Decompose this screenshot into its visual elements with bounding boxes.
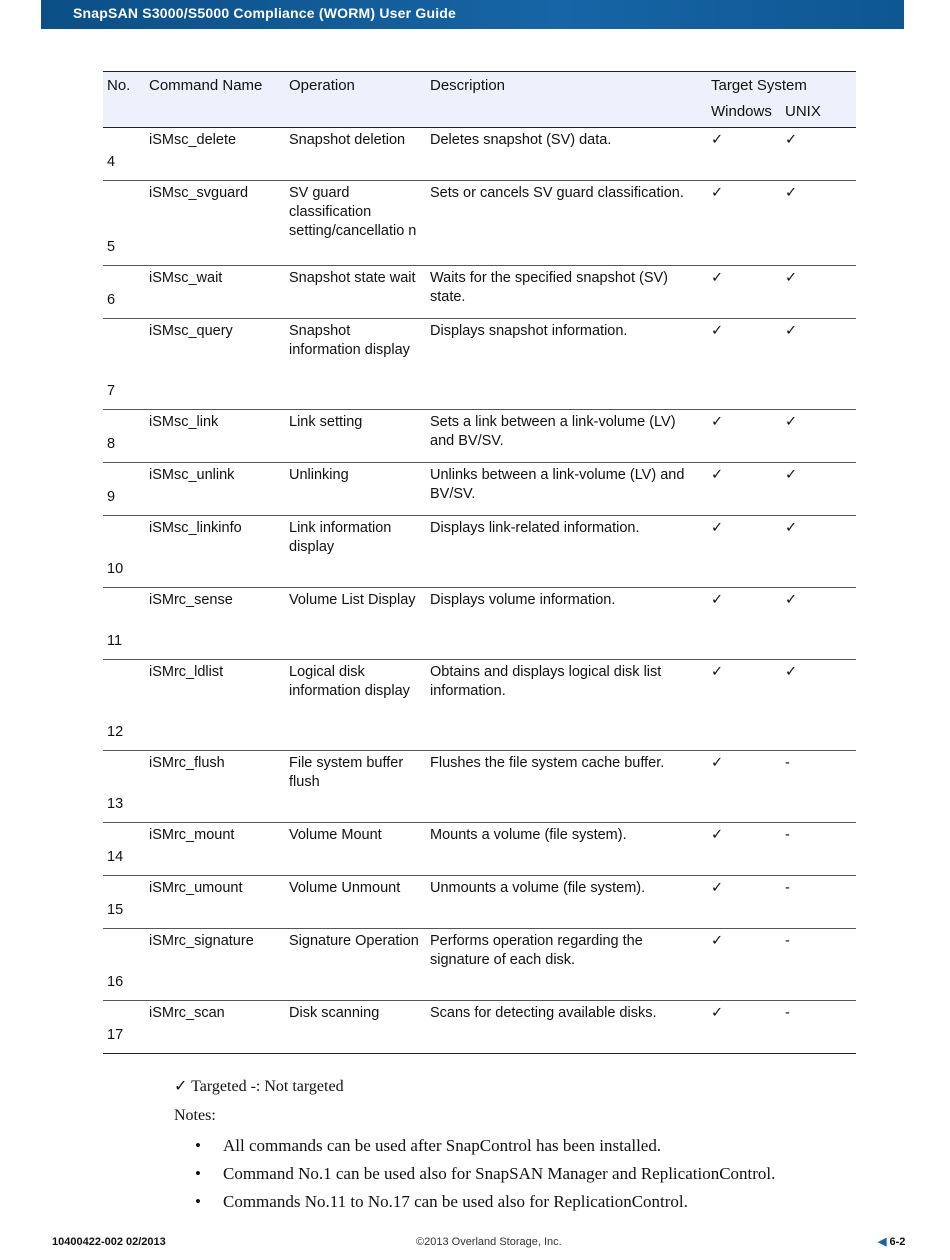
bullet-icon: •: [195, 1136, 201, 1155]
cell-windows: ✓: [707, 588, 781, 660]
cell-description: Sets or cancels SV guard classification.: [426, 181, 707, 266]
cell-no: 4: [103, 128, 145, 181]
cell-windows: ✓: [707, 1001, 781, 1054]
cell-unix: ✓: [781, 588, 856, 660]
header-bar: [41, 0, 904, 29]
table-row: [103, 410, 856, 463]
cell-unix: ✓: [781, 266, 856, 319]
cell-windows: ✓: [707, 660, 781, 751]
cell-no: 9: [103, 463, 145, 516]
cell-windows: ✓: [707, 266, 781, 319]
cell-windows: ✓: [707, 751, 781, 823]
cell-command: iSMrc_sense: [145, 588, 285, 660]
cell-unix: -: [781, 1001, 856, 1054]
cell-unix: ✓: [781, 463, 856, 516]
cell-windows: ✓: [707, 516, 781, 588]
cell-no: 5: [103, 181, 145, 266]
cell-unix: ✓: [781, 319, 856, 410]
cell-operation: Snapshot state wait: [285, 266, 426, 319]
note-text: Commands No.11 to No.17 can be used also for ReplicationControl.: [223, 1192, 688, 1211]
cell-unix: ✓: [781, 516, 856, 588]
cell-operation: SV guard classification setting/cancellatio n: [285, 181, 426, 266]
cell-description: Displays snapshot information.: [426, 319, 707, 410]
cell-operation: Volume List Display: [285, 588, 426, 660]
cell-unix: ✓: [781, 128, 856, 181]
cell-command: iSMrc_flush: [145, 751, 285, 823]
cell-operation: Snapshot information display: [285, 319, 426, 410]
table-row: [103, 588, 856, 660]
cell-windows: ✓: [707, 128, 781, 181]
cell-unix: ✓: [781, 181, 856, 266]
cell-operation: Logical disk information display: [285, 660, 426, 751]
cell-command: iSMsc_unlink: [145, 463, 285, 516]
table-row: [103, 660, 856, 751]
cell-no: 7: [103, 319, 145, 410]
cell-no: 10: [103, 516, 145, 588]
table-row: [103, 128, 856, 181]
table-header-row: [103, 72, 856, 104]
cell-command: iSMsc_linkinfo: [145, 516, 285, 588]
bullet-icon: •: [195, 1192, 201, 1211]
table-row: [103, 876, 856, 929]
cell-description: Waits for the specified snapshot (SV) state.: [426, 266, 707, 319]
table-row: [103, 266, 856, 319]
cell-unix: -: [781, 876, 856, 929]
cell-unix: ✓: [781, 660, 856, 751]
cell-description: Sets a link between a link-volume (LV) and BV/SV.: [426, 410, 707, 463]
header-description: Description: [426, 72, 707, 104]
footer-doc-number: 10400422-002 02/2013: [52, 1236, 166, 1248]
cell-no: 13: [103, 751, 145, 823]
cell-windows: ✓: [707, 319, 781, 410]
cell-no: 8: [103, 410, 145, 463]
cell-no: 12: [103, 660, 145, 751]
cell-command: iSMrc_scan: [145, 1001, 285, 1054]
cell-no: 6: [103, 266, 145, 319]
command-table: [103, 71, 856, 1054]
cell-windows: ✓: [707, 823, 781, 876]
legend: ✓ Targeted -: Not targeted: [174, 1078, 344, 1095]
table-row: [103, 516, 856, 588]
bullet-icon: •: [195, 1164, 201, 1183]
note-item: [195, 1164, 775, 1192]
header-windows: Windows: [707, 103, 781, 128]
cell-operation: Signature Operation: [285, 929, 426, 1001]
cell-description: Flushes the file system cache buffer.: [426, 751, 707, 823]
cell-description: Displays link-related information.: [426, 516, 707, 588]
table-subheader-row: [103, 103, 856, 128]
cell-no: 14: [103, 823, 145, 876]
cell-unix: -: [781, 929, 856, 1001]
cell-command: iSMsc_svguard: [145, 181, 285, 266]
cell-windows: ✓: [707, 929, 781, 1001]
cell-command: iSMrc_signature: [145, 929, 285, 1001]
cell-command: iSMrc_ldlist: [145, 660, 285, 751]
cell-description: Obtains and displays logical disk list information.: [426, 660, 707, 751]
cell-description: Displays volume information.: [426, 588, 707, 660]
page-arrow-icon: ◀: [878, 1236, 887, 1248]
page-number: 6-2: [889, 1236, 906, 1248]
cell-description: Scans for detecting available disks.: [426, 1001, 707, 1054]
cell-operation: Volume Unmount: [285, 876, 426, 929]
cell-command: iSMsc_query: [145, 319, 285, 410]
cell-operation: Snapshot deletion: [285, 128, 426, 181]
cell-description: Mounts a volume (file system).: [426, 823, 707, 876]
header-no: No.: [103, 72, 145, 104]
cell-no: 11: [103, 588, 145, 660]
cell-description: Unlinks between a link-volume (LV) and BV/SV.: [426, 463, 707, 516]
table-row: [103, 823, 856, 876]
footer-copyright: ©2013 Overland Storage, Inc.: [416, 1236, 562, 1248]
cell-windows: ✓: [707, 876, 781, 929]
cell-command: iSMsc_wait: [145, 266, 285, 319]
cell-operation: File system buffer flush: [285, 751, 426, 823]
cell-command: iSMsc_link: [145, 410, 285, 463]
header-unix: UNIX: [781, 103, 856, 128]
table-row: [103, 1001, 856, 1054]
table-row: [103, 181, 856, 266]
header-operation: Operation: [285, 72, 426, 104]
table-row: [103, 751, 856, 823]
cell-operation: Unlinking: [285, 463, 426, 516]
cell-command: iSMsc_delete: [145, 128, 285, 181]
table-row: [103, 463, 856, 516]
cell-unix: -: [781, 751, 856, 823]
header-target-system: Target System: [707, 72, 856, 104]
note-text: Command No.1 can be used also for SnapSAN Manager and ReplicationControl.: [223, 1164, 776, 1183]
cell-no: 16: [103, 929, 145, 1001]
cell-operation: Link setting: [285, 410, 426, 463]
cell-windows: ✓: [707, 410, 781, 463]
cell-no: 17: [103, 1001, 145, 1054]
cell-unix: ✓: [781, 410, 856, 463]
table-row: [103, 319, 856, 410]
cell-operation: Disk scanning: [285, 1001, 426, 1054]
cell-no: 15: [103, 876, 145, 929]
note-text: All commands can be used after SnapControl has been installed.: [223, 1136, 662, 1155]
header-command: Command Name: [145, 72, 285, 104]
table-row: [103, 929, 856, 1001]
cell-windows: ✓: [707, 463, 781, 516]
cell-operation: Volume Mount: [285, 823, 426, 876]
cell-command: iSMrc_umount: [145, 876, 285, 929]
cell-description: Performs operation regarding the signature of each disk.: [426, 929, 707, 1001]
notes-title: Notes:: [174, 1107, 216, 1124]
cell-description: Deletes snapshot (SV) data.: [426, 128, 707, 181]
note-item: [195, 1192, 775, 1220]
cell-description: Unmounts a volume (file system).: [426, 876, 707, 929]
cell-windows: ✓: [707, 181, 781, 266]
document-title: SnapSAN S3000/S5000 Compliance (WORM) User Guide: [73, 5, 457, 21]
table-body: [103, 128, 856, 1054]
cell-unix: -: [781, 823, 856, 876]
footer-page: [878, 1235, 905, 1248]
cell-command: iSMrc_mount: [145, 823, 285, 876]
notes-list: [195, 1136, 775, 1220]
cell-operation: Link information display: [285, 516, 426, 588]
note-item: [195, 1136, 775, 1164]
